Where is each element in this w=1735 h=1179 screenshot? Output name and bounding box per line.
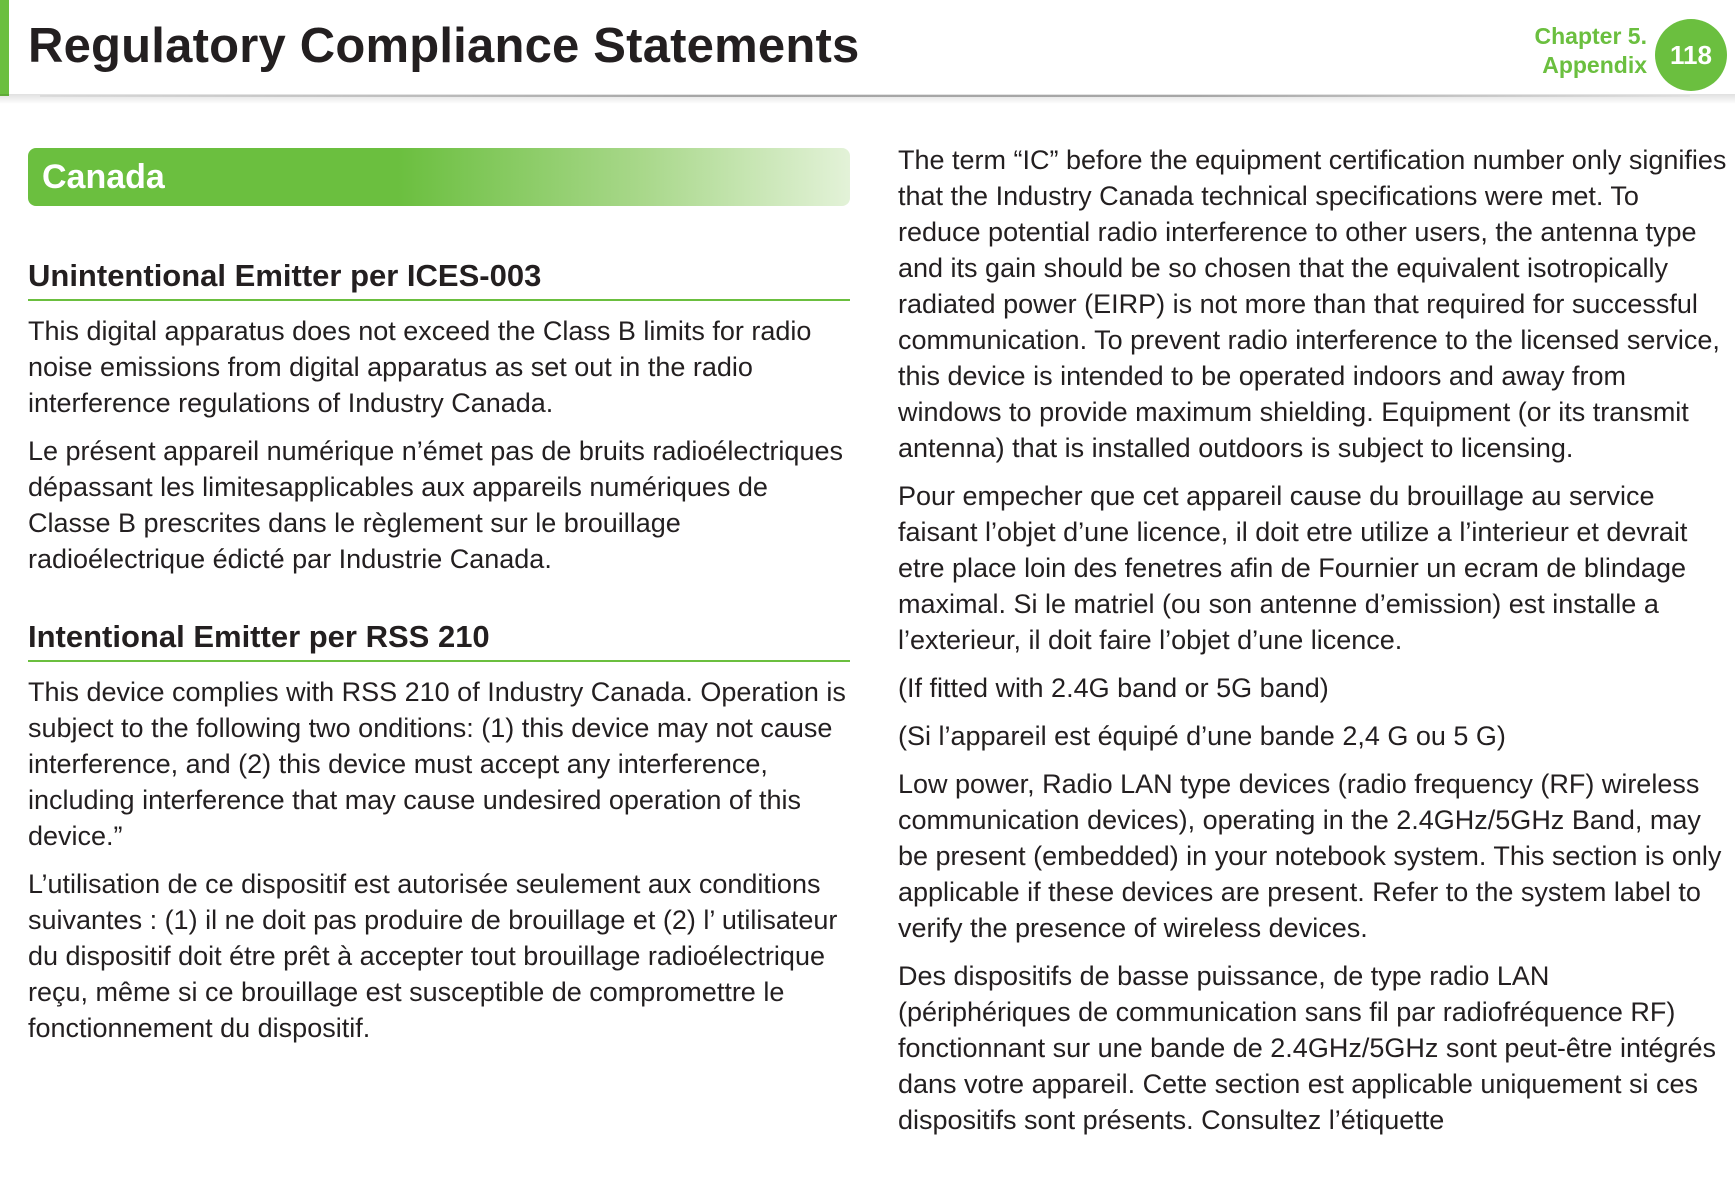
paragraph-rss-fr: L’utilisation de ce dispositif est autorisée seulement aux conditions suivantes : (1) il ne doit pas produire de brouillage et (2) l’ utilisateur du dispositif doit étre prêt à accepter tout brouillage radioélectrique reçu, même si ce brouillage est susceptible de compromettre le fonctionnement du dispositif. [28,869,838,1043]
chapter-label [1535,22,1647,80]
subsection-heading-rss: Intentional Emitter per RSS 210 [28,619,850,662]
paragraph-ices-en: This digital apparatus does not exceed the Class B limits for radio noise emissions from digital apparatus as set out in the radio interference regulations of Industry Canada. [28,316,812,418]
chapter-number: Chapter 5. [1534,23,1647,49]
paragraph-low-power-fr: Des dispositifs de basse puissance, de type radio LAN (périphériques de communication sans ﬁl par radiofréquence RF) fonctionnant sur une bande de 2.4GHz/5GHz sont peut-être intégrés dans votre appareil. Cette section est applicable uniquement si ces dispositifs sont présents. Consultez l’étiquette [898,961,1717,1135]
right-column [898,142,1728,1150]
paragraph-low-power-en: Low power, Radio LAN type devices (radio frequency (RF) wireless communication devices), operating in the 2.4GHz/5GHz Band, may be present (embedded) in your notebook system. This section is only applicable if these devices are present. Refer to the system label to verify the presence of wireless devices. [898,769,1722,943]
header-divider [40,95,1690,97]
section-title-bar: Canada [28,148,850,206]
chapter-name: Appendix [1542,52,1647,78]
paragraph-ic-term-fr: Pour empecher que cet appareil cause du brouillage au service faisant l’objet d’une licence, il doit etre utilize a l’interieur et devrait etre place loin des fenetres aﬁn de Fournier un ecram de blindage maximal. Si le matriel (ou son antenne d’emission) est installe a l’exterieur, il doit faire l’objet d’une licence. [898,481,1688,655]
paragraph-ices-fr: Le présent appareil numérique n’émet pas de bruits radioélectriques dépassant les limitesapplicables aux appareils numériques de Classe B prescrites dans le règlement sur le brouillage radioélectrique édicté par Industrie Canada. [28,436,843,574]
header-accent-bar [0,0,9,96]
paragraph-band-fr: (Si l’appareil est équipé d’une bande 2,4 G ou 5 G) [898,721,1506,751]
paragraph-band-en: (If ﬁtted with 2.4G band or 5G band) [898,673,1329,703]
left-column [28,148,850,1058]
paragraph-ic-term: The term “IC” before the equipment certiﬁcation number only signiﬁes that the Industry Canada technical speciﬁcations were met. To reduce potential radio interference to other users, the antenna type and its gain should be so chosen that the equivalent isotropically radiated power (EIRP) is not more than that required for successful communication. To prevent radio interference to the licensed service, this device is intended to be operated indoors and away from windows to provide maximum shielding. Equipment (or its transmit antenna) that is installed outdoors is subject to licensing. [898,145,1727,463]
page-number-badge: 118 [1655,19,1727,91]
paragraph-rss-en: This device complies with RSS 210 of Industry Canada. Operation is subject to the following two onditions: (1) this device may not cause interference, and (2) this device must accept any interference, including interference that may cause undesired operation of this device.” [28,677,846,851]
subsection-heading-ices: Unintentional Emitter per ICES-003 [28,258,850,301]
page-title: Regulatory Compliance Statements [28,19,860,73]
